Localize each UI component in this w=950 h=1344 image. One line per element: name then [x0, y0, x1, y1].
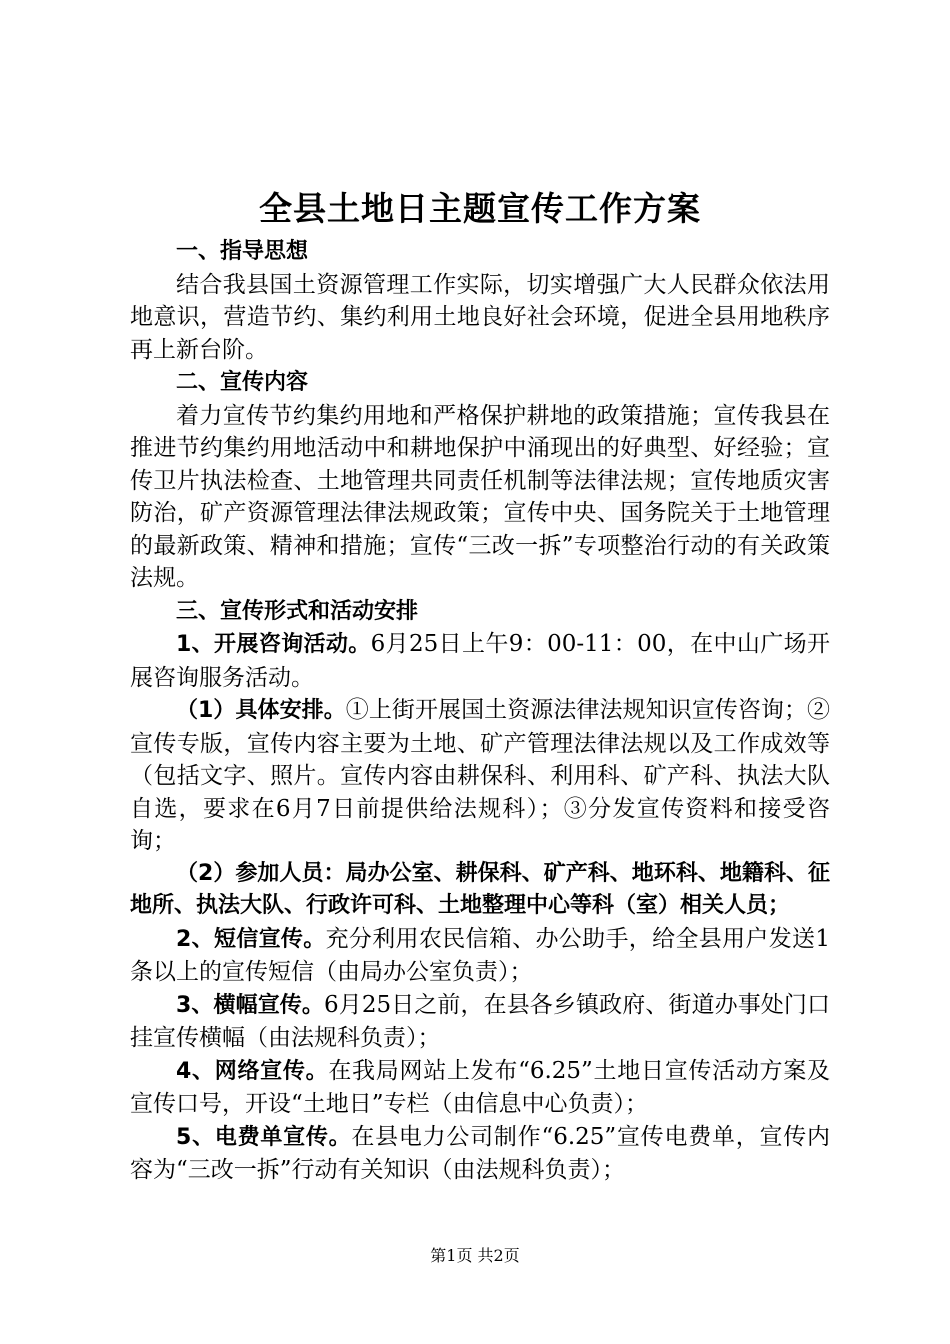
item-1a-text: ①上街开展国土资源法律法规知识宣传咨询；②宣传专版，宣传内容主要为土地、矿产管理法律法规以及工作成效等（包括文字、照片。宣传内容由耕保科、利用科、矿产科、执法大队自选，要求在6月7日前提供给法规科）；③分发宣传资料和接受咨询；	[130, 697, 831, 854]
document-body	[130, 185, 830, 1187]
item-1	[130, 628, 830, 694]
item-1a	[130, 694, 830, 858]
page-title: 全县土地日主题宣传工作方案	[259, 189, 701, 228]
page-number-footer: 第1页 共2页	[430, 1246, 520, 1265]
section-1-heading-text: 一、指导思想	[176, 239, 309, 264]
section-1-body: 结合我县国土资源管理工作实际，切实增强广大人民群众依法用地意识，营造节约、集约利用土地良好社会环境，促进全县用地秩序再上新台阶。	[130, 271, 830, 363]
item-3	[130, 989, 830, 1055]
item-3-text: 6月25日之前，在县各乡镇政府、街道办事处门口挂宣传横幅（由法规科负责）；	[130, 991, 831, 1051]
item-1a-label: （1）具体安排。	[176, 698, 346, 723]
section-1-heading	[130, 235, 830, 269]
item-5-label: 5、电费单宣传。	[176, 1124, 352, 1150]
item-4-text: 在我局网站上发布“6.25”土地日宣传活动方案及宣传口号，开设“土地日”专栏（由信息中心负责）；	[130, 1057, 830, 1117]
section-2-heading-text: 二、宣传内容	[176, 370, 309, 395]
item-3-label: 3、横幅宣传。	[176, 992, 325, 1018]
item-4-label: 4、网络宣传。	[176, 1058, 329, 1084]
section-2-body: 着力宣传节约集约用地和严格保护耕地的政策措施；宣传我县在推进节约集约用地活动中和耕地保护中涌现出的好典型、好经验；宣传卫片执法检查、土地管理共同责任机制等法律法规；宣传地质灾害防治，矿产资源管理法律法规政策；宣传中央、国务院关于土地管理的最新政策、精神和措施；宣传“三改一拆”专项整治行动的有关政策法规。	[130, 402, 830, 591]
item-1-text: 6月25日上午9：00-11：00，在中山广场开展咨询服务活动。	[130, 631, 830, 691]
section-2-heading	[130, 366, 830, 400]
item-5	[130, 1121, 830, 1187]
item-4	[130, 1055, 830, 1121]
item-1-label: 1、开展咨询活动。	[176, 632, 371, 657]
item-2-text: 充分利用农民信箱、办公助手，给全县用户发送1条以上的宣传短信（由局办公室负责）；	[130, 925, 830, 985]
item-2-label: 2、短信宣传。	[176, 926, 326, 952]
item-2	[130, 923, 830, 989]
section-3-heading	[130, 595, 830, 629]
item-1b: （2）参加人员：局办公室、耕保科、矿产科、地环科、地籍科、征地所、执法大队、行政许可科、土地整理中心等科（室）相关人员；	[130, 860, 830, 918]
item-5-text: 在县电力公司制作“6.25”宣传电费单，宣传内容为“三改一拆”行动有关知识（由法规科负责）；	[130, 1123, 830, 1183]
section-3-heading-text: 三、宣传形式和活动安排	[176, 598, 419, 624]
